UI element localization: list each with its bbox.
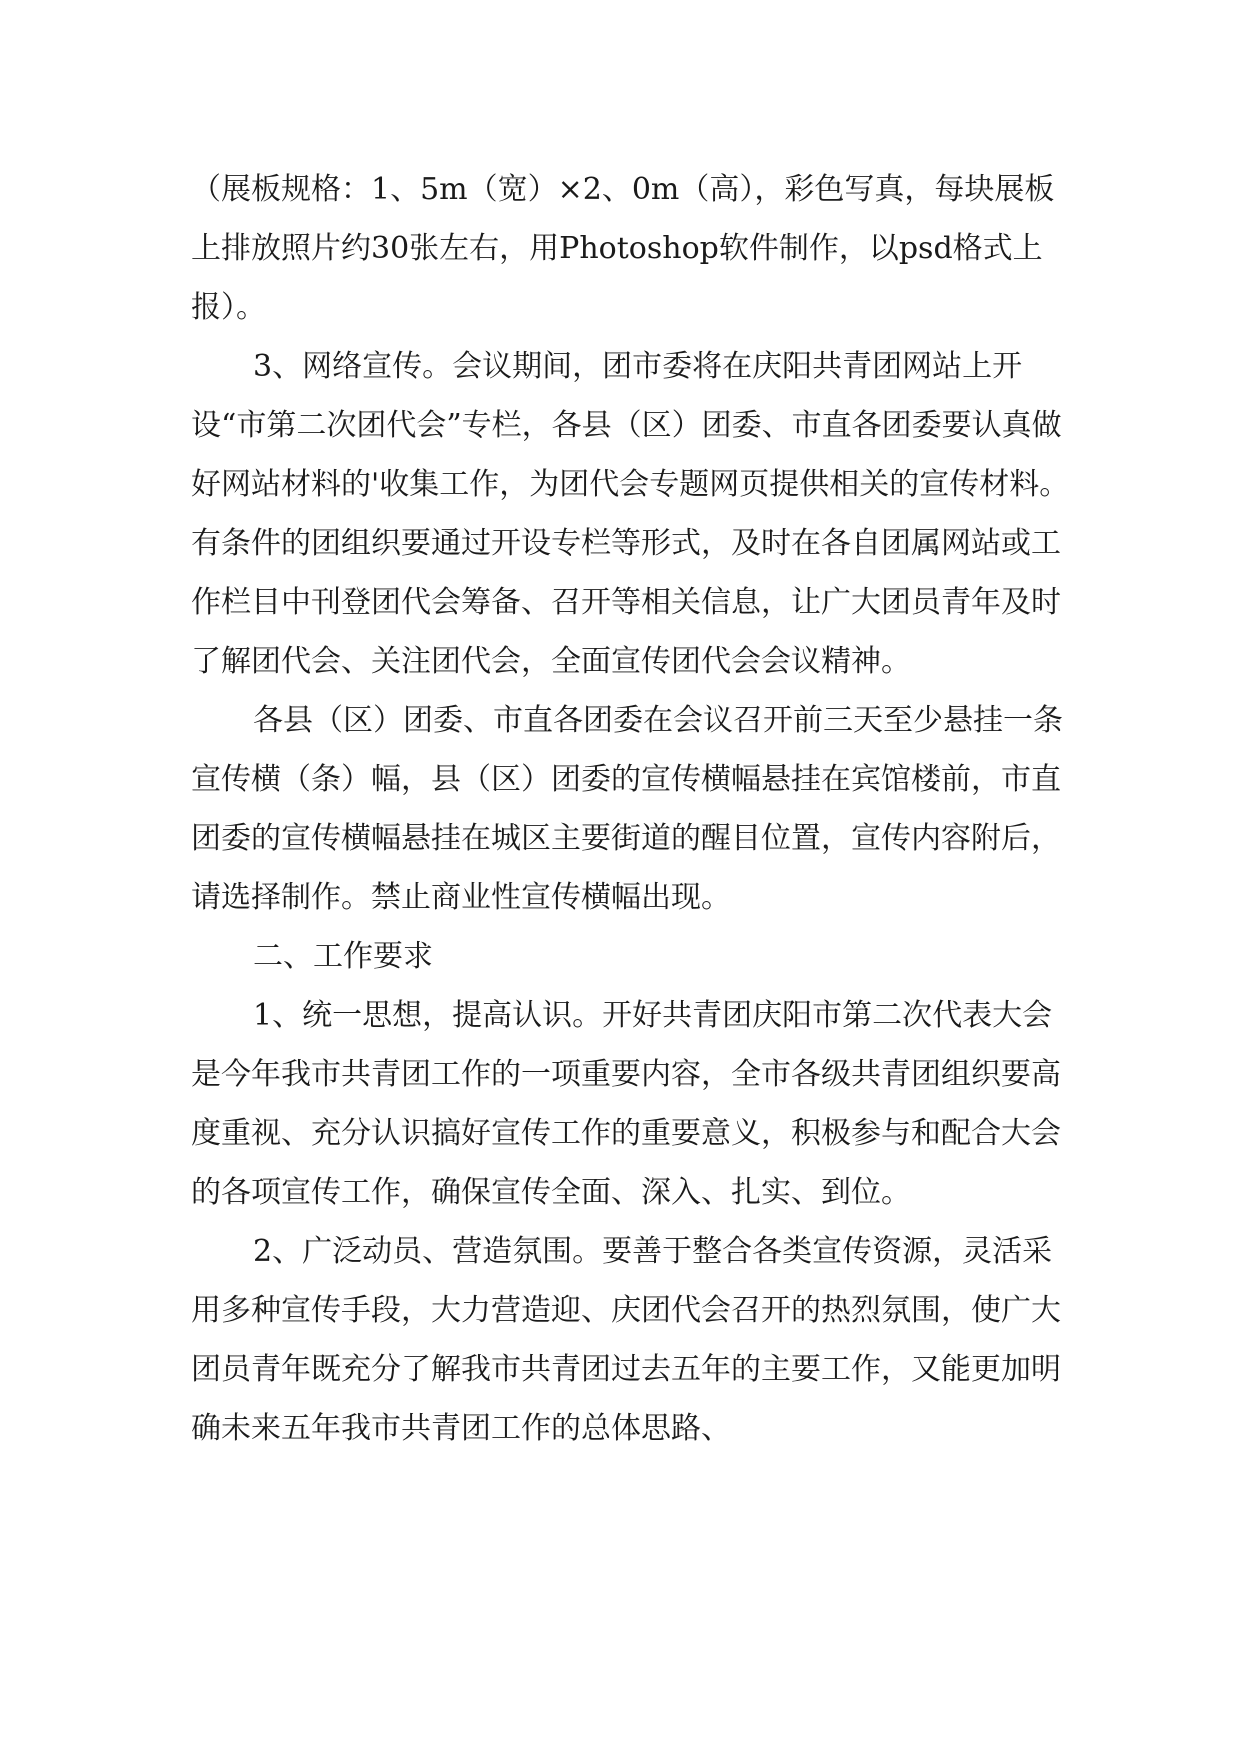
paragraph-unify-thinking: 1、统一思想，提高认识。开好共青团庆阳市第二次代表大会是今年我市共青团工作的一项重要内容，全市各级共青团组织要高度重视、充分认识搞好宣传工作的重要意义，积极参与和配合大会的各项宣传工作，确保宣传全面、深入、扎实、到位。	[191, 998, 1061, 1210]
paragraph-mobilize-atmosphere: 2、广泛动员、营造氛围。要善于整合各类宣传资源，灵活采用多种宣传手段，大力营造迎、庆团代会召开的热烈氛围，使广大团员青年既充分了解我市共青团过去五年的主要工作，又能更加明确未来五年我市共青团工作的总体思路、	[191, 1234, 1061, 1446]
document-body	[191, 160, 1071, 1458]
paragraph-banners: 各县（区）团委、市直各团委在会议召开前三天至少悬挂一条宣传横（条）幅，县（区）团委的宣传横幅悬挂在宾馆楼前，市直团委的宣传横幅悬挂在城区主要街道的醒目位置，宣传内容附后，请选择制作。禁止商业性宣传横幅出现。	[191, 703, 1063, 915]
paragraph-display-board-spec: （展板规格：1、5m（宽）×2、0m（高），彩色写真，每块展板上排放照片约30张左右，用Photoshop软件制作，以psd格式上报）。	[191, 172, 1055, 325]
section-heading-work-requirements: 二、工作要求	[253, 939, 433, 974]
paragraph-network-publicity: 3、网络宣传。会议期间，团市委将在庆阳共青团网站上开设“市第二次团代会”专栏，各县（区）团委、市直各团委要认真做好网站材料的'收集工作，为团代会专题网页提供相关的宣传材料。有条件的团组织要通过开设专栏等形式，及时在各自团属网站或工作栏目中刊登团代会筹备、召开等相关信息，让广大团员青年及时了解团代会、关注团代会，全面宣传团代会会议精神。	[191, 349, 1070, 679]
